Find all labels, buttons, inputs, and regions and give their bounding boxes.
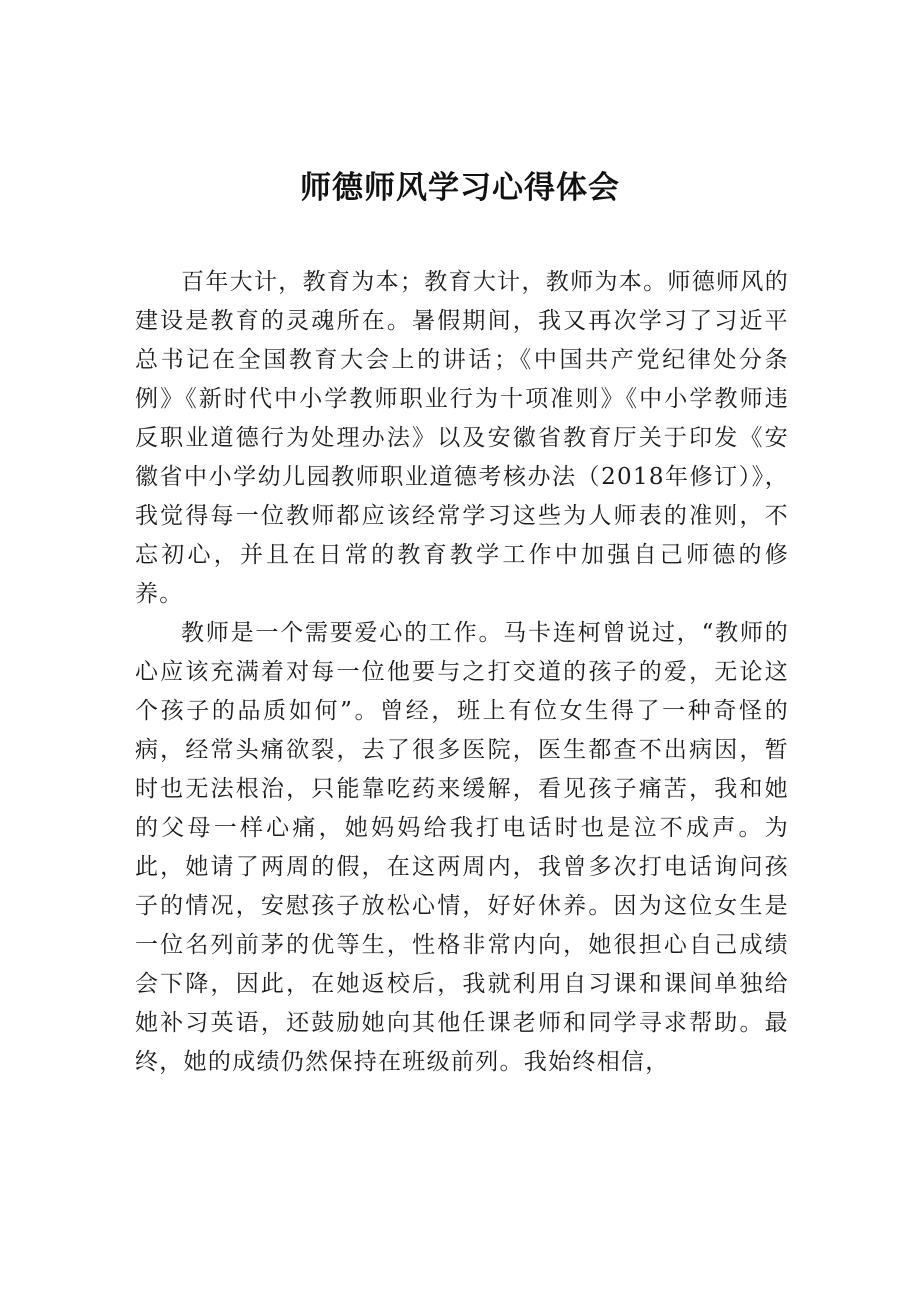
document-body [135,263,789,1082]
paragraph-1: 百年大计，教育为本；教育大计，教师为本。师德师风的建设是教育的灵魂所在。暑假期间，我又再次学习了习近平总书记在全国教育大会上的讲话；《中国共产党纪律处分条例》《新时代中小学教师职业行为十项准则》《中小学教师违反职业道德行为处理办法》以及安徽省教育厅关于印发《安徽省中小学幼儿园教师职业道德考核办法（2018年修订）》，我觉得每一位教师都应该经常学习这些为人师表的准则，不忘初心，并且在日常的教育教学工作中加强自己师德的修养。 [135,269,789,607]
paragraph-2: 教师是一个需要爱心的工作。马卡连柯曾说过，“教师的心应该充满着对每一位他要与之打交道的孩子的爱，无论这个孩子的品质如何”。曾经，班上有位女生得了一种奇怪的病，经常头痛欲裂，去了很多医院，医生都查不出病因，暂时也无法根治，只能靠吃药来缓解，看见孩子痛苦，我和她的父母一样心痛，她妈妈给我打电话时也是泣不成声。为此，她请了两周的假，在这两周内，我曾多次打电话询问孩子的情况，安慰孩子放松心情，好好休养。因为这位女生是一位名列前茅的优等生，性格非常内向，她很担心自己成绩会下降，因此，在她返校后，我就利用自习课和课间单独给她补习英语，还鼓励她向其他任课老师和同学寻求帮助。最终，她的成绩仍然保持在班级前列。我始终相信， [135,620,789,1075]
document-title: 师德师风学习心得体会 [300,170,620,206]
